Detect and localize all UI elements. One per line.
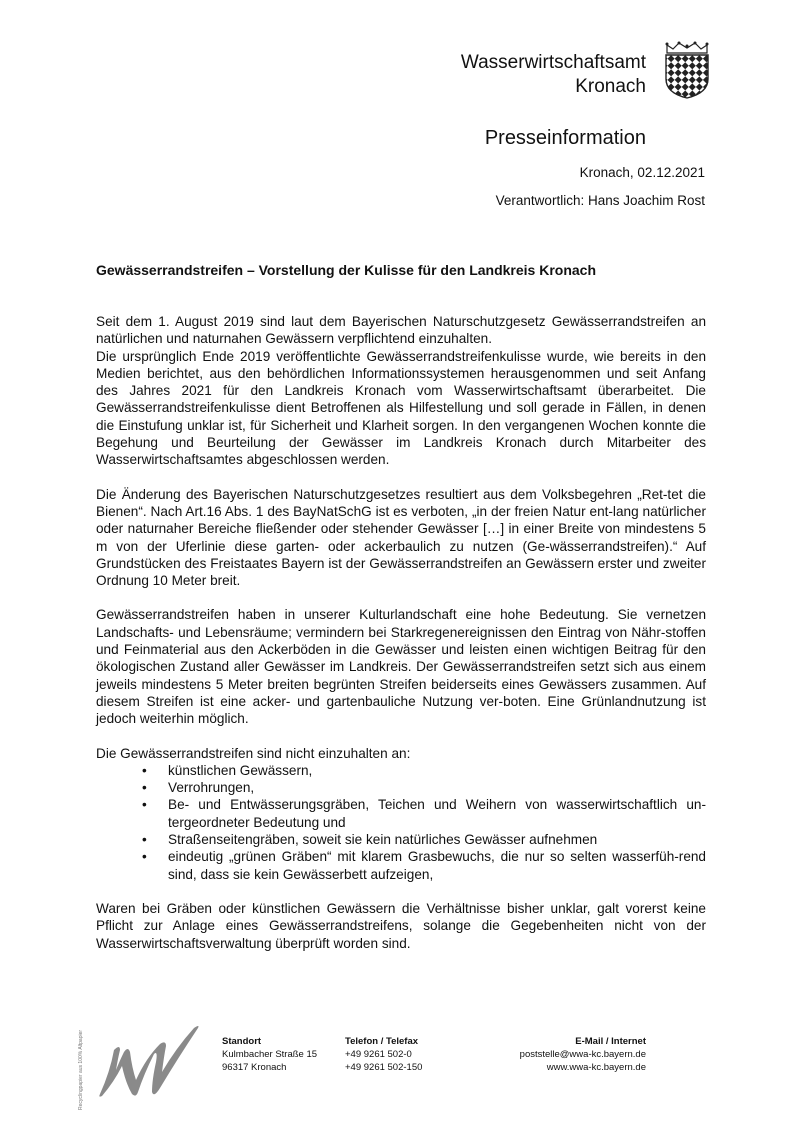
footer-email-address[interactable]: poststelle@wwa-kc.bayern.de <box>519 1049 646 1060</box>
footer-email-title: E-Mail / Internet <box>575 1036 646 1047</box>
paragraph: Die Gewässerrandstreifen sind nicht einzuhalten an: <box>96 745 411 761</box>
recycling-note: Recyclingpapier aus 100% Altpapier <box>78 1029 84 1110</box>
body-text <box>96 313 706 969</box>
footer-email <box>520 1035 646 1074</box>
org-name-line1: Wasserwirtschaftsamt <box>460 52 646 73</box>
footer-address-city: 96317 Kronach <box>222 1062 287 1073</box>
paragraph: Gewässerrandstreifen haben in unserer Kulturlandschaft eine hohe Bedeutung. Sie vernetzen Landschafts- und Lebensräume; vermindern bei Starkregenereignissen den Eintrag von Nähr-stoffen und Feinmaterial aus den Ackerböden in die Gewässer und leisten einen wichtigen Beitrag für den ökologischen Zustand aller Gewässer im Landkreis. Der Gewässerrandstreifen setzt sich aus einem jeweils mindestens 5 Meter breiten begrünten Streifen beiderseits eines Gewässers zusammen. Auf diesem Streifen ist eine acker- und gartenbauliche Nutzung ver-boten. Eine Grünlandnutzung ist jedoch weiterhin möglich. <box>96 607 706 727</box>
bavarian-crest-icon <box>664 41 710 99</box>
list-item: • Straßenseitengräben, soweit sie kein natürliches Gewässer aufnehmen <box>96 831 706 848</box>
paragraph: Seit dem 1. August 2019 sind laut dem Bayerischen Naturschutzgesetz Gewässerrandstreifen an natürlichen und naturnahen Gewässern verpflichtend einzuhalten. <box>96 314 706 347</box>
footer-standort-title: Standort <box>222 1036 262 1047</box>
footer-standort <box>222 1035 317 1074</box>
subject-heading: Gewässerrandstreifen – Vorstellung der Kulisse für den Landkreis Kronach <box>96 262 597 278</box>
paragraph: Die Änderung des Bayerischen Naturschutzgesetzes resultiert aus dem Volksbegehren „Ret-tet die Bienen“. Nach Art.16 Abs. 1 des BayNatSchG ist es verboten, „in der freien Natur ent-lang natürlicher oder naturnaher Bereiche fließender oder stehender Gewässer […] in einer Breite von mindestens 5 m von der Uferlinie diese garten- oder ackerbaulich zu nutzen (Ge-wässerrandstreifen).“ Auf Grundstücken des Freistaates Bayern ist der Gewässerrandstreifen an Gewässern erster und zweiter Ordnung 10 Meter breit. <box>96 486 706 589</box>
list-item: • eindeutig „grünen Gräben“ mit klarem Grasbewuchs, die nur so selten wasserfüh-rend sind, dass sie kein Gewässerbett aufzeigen, <box>96 848 706 883</box>
paragraph: Die ursprünglich Ende 2019 veröffentlichte Gewässerrandstreifenkulisse wurde, wie bereits in den Medien berichtet, aus den behördlichen Informationssystemen herausgenommen und seit Anfang des Jahres 2021 für den Landkreis Kronach vom Wasserwirtschaftsamt überarbeitet. Die Gewässerrandstreifenkulisse dient Betroffenen als Hilfestellung und soll gerade in Fällen, in denen die Einstufung unklar ist, für Sicherheit und Klarheit sorgen. In den vergangenen Wochen konnte die Begehung und Beurteilung der Gewässer im Landkreis Kronach durch Mitarbeiter des Wasserwirtschaftsamtes abgeschlossen werden. <box>96 348 706 468</box>
footer-website[interactable]: www.wwa-kc.bayern.de <box>546 1062 646 1073</box>
exemption-list <box>96 762 706 883</box>
footer-telefon <box>345 1035 422 1074</box>
responsible-line: Verantwortlich: Hans Joachim Rost <box>495 193 705 208</box>
list-item: • künstlichen Gewässern, <box>96 762 706 779</box>
footer-address-street: Kulmbacher Straße 15 <box>222 1049 318 1060</box>
closing-paragraph: Waren bei Gräben oder künstlichen Gewässern die Verhältnisse bisher unklar, galt vorerst keine Pflicht zur Anlage eines Gewässerrandstreifens, solange die Gegebenheiten nicht von der Wasserwirtschaftsverwaltung überprüft worden sind. <box>96 900 706 951</box>
footer-fax: +49 9261 502-150 <box>345 1062 423 1073</box>
footer-phone: +49 9261 502-0 <box>345 1049 412 1060</box>
footer-telefon-title: Telefon / Telefax <box>345 1036 419 1047</box>
org-name-line2: Kronach <box>575 76 646 97</box>
wwa-logo-icon <box>92 1022 204 1100</box>
list-item: • Verrohrungen, <box>96 779 706 796</box>
press-title: Presseinformation <box>484 127 646 149</box>
date-line: Kronach, 02.12.2021 <box>579 165 705 180</box>
list-item: • Be- und Entwässerungsgräben, Teichen und Weihern von wasserwirtschaftlich un-tergeordneter Bedeutung und <box>96 796 706 831</box>
